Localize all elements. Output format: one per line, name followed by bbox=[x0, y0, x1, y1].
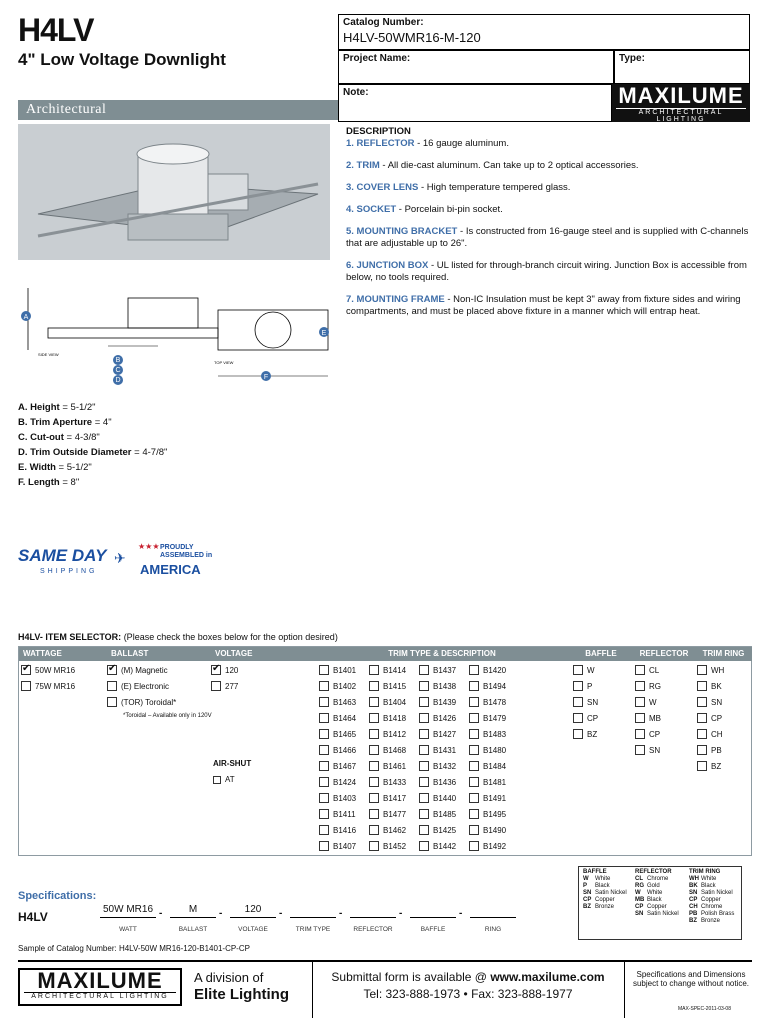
trim-option-b1401[interactable]: B1401 bbox=[319, 665, 356, 675]
checkbox[interactable] bbox=[469, 665, 479, 675]
legend-row: P Black bbox=[583, 883, 610, 889]
spec-label: VOLTAGE bbox=[238, 926, 268, 933]
baffle-option-w[interactable]: W bbox=[573, 665, 595, 675]
checkbox[interactable] bbox=[469, 841, 479, 851]
trim-option-b1436[interactable]: B1436 bbox=[419, 777, 456, 787]
checkbox[interactable] bbox=[697, 745, 707, 755]
checkbox[interactable] bbox=[697, 761, 707, 771]
checkbox[interactable] bbox=[419, 841, 429, 851]
trim-option-b1412[interactable]: B1412 bbox=[369, 729, 406, 739]
wattage-option-50w[interactable]: ✔ 50W MR16 bbox=[21, 665, 75, 675]
trim-option-b1426[interactable]: B1426 bbox=[419, 713, 456, 723]
note-field[interactable] bbox=[338, 84, 612, 122]
trim-option-b1437[interactable]: B1437 bbox=[419, 665, 456, 675]
spec-label: BALLAST bbox=[178, 926, 208, 933]
checkbox[interactable] bbox=[369, 697, 379, 707]
marker-e: E bbox=[321, 330, 327, 337]
technical-drawing bbox=[18, 280, 338, 392]
trim-ring-option-bz[interactable]: BZ bbox=[697, 761, 721, 771]
desc-item-1: 1. REFLECTOR - 16 gauge aluminum. bbox=[346, 138, 509, 149]
product-photo bbox=[18, 124, 330, 260]
trim-option-b1464[interactable]: B1464 bbox=[319, 713, 356, 723]
spec-label: WATT bbox=[119, 926, 137, 933]
spec-value-baffle[interactable] bbox=[410, 904, 456, 918]
legend-row: CH Chrome bbox=[689, 904, 723, 910]
trim-ring-option-wh[interactable]: WH bbox=[697, 665, 724, 675]
checkbox[interactable] bbox=[369, 841, 379, 851]
trim-option-b1404[interactable]: B1404 bbox=[369, 697, 406, 707]
trim-option-b1402[interactable]: B1402 bbox=[319, 681, 356, 691]
reflector-option-w[interactable]: W bbox=[635, 697, 657, 707]
checkbox[interactable] bbox=[419, 777, 429, 787]
checkbox[interactable] bbox=[369, 793, 379, 803]
trim-option-b1442[interactable]: B1442 bbox=[419, 841, 456, 851]
checkbox[interactable] bbox=[21, 665, 31, 675]
legend-row: W White bbox=[583, 876, 611, 882]
checkbox[interactable] bbox=[697, 697, 707, 707]
header-wattage: WATTAGE bbox=[19, 647, 107, 661]
checkbox[interactable] bbox=[319, 809, 329, 819]
checkbox[interactable] bbox=[319, 761, 329, 771]
baffle-option-p[interactable]: P bbox=[573, 681, 592, 691]
doc-code: MAX-SPEC-2011-03-08 bbox=[678, 1006, 731, 1012]
trim-option-b1438[interactable]: B1438 bbox=[419, 681, 456, 691]
project-name-label: Project Name: bbox=[343, 53, 411, 64]
checkbox[interactable] bbox=[419, 809, 429, 819]
spec-value-watt[interactable]: 50W MR16 bbox=[100, 904, 156, 918]
header-ballast: BALLAST bbox=[107, 647, 211, 661]
trim-option-b1483[interactable]: B1483 bbox=[469, 729, 506, 739]
legend-row: BZ Bronze bbox=[689, 918, 721, 924]
sample-catalog-number: Sample of Catalog Number: H4LV-50W MR16-120-B1401-CP-CP bbox=[18, 944, 250, 953]
item-selector-title: H4LV- ITEM SELECTOR: (Please check the boxes below for the option desired) bbox=[18, 632, 338, 642]
checkbox[interactable] bbox=[369, 729, 379, 739]
trim-option-b1491[interactable]: B1491 bbox=[469, 793, 506, 803]
checkbox[interactable] bbox=[369, 665, 379, 675]
checkbox[interactable] bbox=[369, 761, 379, 771]
air-shut-label: AIR-SHUT bbox=[213, 759, 252, 768]
wattage-option-75w[interactable]: 75W MR16 bbox=[21, 681, 75, 691]
spec-separator: - bbox=[399, 908, 403, 919]
trim-ring-option-pb[interactable]: PB bbox=[697, 745, 722, 755]
trim-option-b1462[interactable]: B1462 bbox=[369, 825, 406, 835]
legend-row: SN Satin Nickel bbox=[689, 890, 733, 896]
trim-option-b1440[interactable]: B1440 bbox=[419, 793, 456, 803]
spec-separator: - bbox=[159, 908, 163, 919]
trim-option-b1431[interactable]: B1431 bbox=[419, 745, 456, 755]
ballast-option-electronic[interactable]: (E) Electronic bbox=[107, 681, 169, 691]
checkbox[interactable] bbox=[319, 681, 329, 691]
america-label: AMERICA bbox=[140, 562, 201, 577]
trim-option-b1492[interactable]: B1492 bbox=[469, 841, 506, 851]
trim-option-b1481[interactable]: B1481 bbox=[469, 777, 506, 787]
checkbox[interactable] bbox=[469, 713, 479, 723]
product-title: 4" Low Voltage Downlight bbox=[18, 50, 226, 69]
legend-trim-ring: TRIM RING WH White BK Black SN Satin Nickel CP Copper CH Chrome PB Polish Brass BZ Bronze bbox=[689, 869, 735, 924]
checkbox[interactable] bbox=[419, 665, 429, 675]
trim-option-b1478[interactable]: B1478 bbox=[469, 697, 506, 707]
trim-option-b1452[interactable]: B1452 bbox=[369, 841, 406, 851]
checkbox[interactable] bbox=[573, 697, 583, 707]
reflector-option-cp[interactable]: CP bbox=[635, 729, 660, 739]
checkbox[interactable] bbox=[573, 665, 583, 675]
header-reflector: REFLECTOR bbox=[633, 647, 695, 661]
checkbox[interactable] bbox=[573, 713, 583, 723]
header-trim-type: TRIM TYPE & DESCRIPTION bbox=[315, 647, 569, 661]
checkbox[interactable] bbox=[21, 681, 31, 691]
checkbox[interactable] bbox=[419, 681, 429, 691]
trim-option-b1433[interactable]: B1433 bbox=[369, 777, 406, 787]
checkbox[interactable] bbox=[319, 825, 329, 835]
checkbox[interactable] bbox=[419, 793, 429, 803]
trim-option-b1411[interactable]: B1411 bbox=[319, 809, 356, 819]
type-field[interactable] bbox=[614, 50, 750, 84]
trim-option-b1480[interactable]: B1480 bbox=[469, 745, 506, 755]
specifications-code: H4LV bbox=[18, 910, 48, 924]
checkbox[interactable] bbox=[319, 713, 329, 723]
checkbox[interactable] bbox=[573, 729, 583, 739]
toroidal-note: *Toroidal – Available only in 120V bbox=[123, 713, 212, 719]
side-view-label: SIDE VIEW bbox=[38, 352, 59, 357]
logo-main: MAXILUME bbox=[618, 83, 744, 108]
checkbox[interactable] bbox=[319, 841, 329, 851]
checkbox[interactable] bbox=[469, 745, 479, 755]
legend-row: W White bbox=[635, 890, 663, 896]
trim-option-b1420[interactable]: B1420 bbox=[469, 665, 506, 675]
trim-option-b1484[interactable]: B1484 bbox=[469, 761, 506, 771]
trim-option-b1495[interactable]: B1495 bbox=[469, 809, 506, 819]
trim-ring-option-ch[interactable]: CH bbox=[697, 729, 723, 739]
catalog-number-label: Catalog Number: bbox=[343, 17, 424, 28]
logo-sub: ARCHITECTURAL LIGHTING bbox=[616, 108, 746, 123]
reflector-option-mb[interactable]: MB bbox=[635, 713, 661, 723]
baffle-option-cp[interactable]: CP bbox=[573, 713, 598, 723]
checkbox[interactable] bbox=[369, 809, 379, 819]
footer-divider-2 bbox=[624, 962, 625, 1018]
website-link[interactable]: www.maxilume.com bbox=[490, 970, 605, 984]
marker-c: C bbox=[115, 367, 121, 374]
checkbox[interactable] bbox=[319, 793, 329, 803]
elite-lighting: Elite Lighting bbox=[194, 986, 289, 1003]
project-name-field[interactable] bbox=[338, 50, 614, 84]
checkbox[interactable] bbox=[211, 665, 221, 675]
desc-item-5: 5. MOUNTING BRACKET - Is constructed from 16-gauge steel and is supplied with C-channels that are adjustable up to 26". bbox=[346, 226, 749, 249]
trim-option-b1467[interactable]: B1467 bbox=[319, 761, 356, 771]
legend-baffle: BAFFLE W White P Black SN Satin Nickel CP Copper BZ Bronze bbox=[583, 869, 627, 910]
trim-option-b1477[interactable]: B1477 bbox=[369, 809, 406, 819]
dim-trim-aperture: B. Trim Aperture = 4" bbox=[18, 417, 112, 428]
dim-cut-out: C. Cut-out = 4-3/8" bbox=[18, 432, 100, 443]
checkbox[interactable] bbox=[107, 665, 117, 675]
stars-icon: ★★★ bbox=[138, 542, 160, 551]
legend-row: SN Satin Nickel bbox=[635, 911, 679, 917]
trim-ring-option-sn[interactable]: SN bbox=[697, 697, 722, 707]
checkbox[interactable] bbox=[697, 681, 707, 691]
checkbox[interactable] bbox=[419, 825, 429, 835]
legend-row: WH White bbox=[689, 876, 717, 882]
legend-row: MB Black bbox=[635, 897, 662, 903]
trim-option-b1415[interactable]: B1415 bbox=[369, 681, 406, 691]
footer bbox=[18, 960, 752, 1016]
dim-trim-od: D. Trim Outside Diameter = 4-7/8" bbox=[18, 447, 168, 458]
checkbox[interactable] bbox=[635, 713, 645, 723]
dim-height: A. Height = 5-1/2" bbox=[18, 402, 96, 413]
checkbox[interactable] bbox=[369, 681, 379, 691]
desc-item-7: 7. MOUNTING FRAME - Non-IC Insulation must be kept 3" away from fixture sides and wiring compartments, and must be placed above fixture in a manner which will entrap heat. bbox=[346, 294, 741, 317]
marker-a: A bbox=[23, 314, 29, 321]
dim-width: E. Width = 5-1/2" bbox=[18, 462, 92, 473]
legend-row: BK Black bbox=[689, 883, 716, 889]
assembled-badge: PROUDLY ASSEMBLED in bbox=[160, 544, 213, 559]
checkbox[interactable] bbox=[319, 665, 329, 675]
specifications-title: Specifications: bbox=[18, 890, 97, 902]
checkbox[interactable] bbox=[469, 825, 479, 835]
checkbox[interactable] bbox=[635, 745, 645, 755]
dim-length: F. Length = 8" bbox=[18, 477, 80, 488]
trim-option-b1417[interactable]: B1417 bbox=[369, 793, 406, 803]
product-code: H4LV bbox=[18, 12, 94, 48]
checkbox[interactable] bbox=[469, 681, 479, 691]
header-voltage: VOLTAGE bbox=[211, 647, 315, 661]
legend-row: CP Copper bbox=[583, 897, 615, 903]
spec-value-ring[interactable] bbox=[470, 904, 516, 918]
finish-legend bbox=[578, 866, 742, 940]
spec-label: BAFFLE bbox=[420, 926, 446, 933]
desc-item-2: 2. TRIM - All die-cast aluminum. Can take up to 2 optical accessories. bbox=[346, 160, 639, 171]
trim-option-b1418[interactable]: B1418 bbox=[369, 713, 406, 723]
trim-option-b1427[interactable]: B1427 bbox=[419, 729, 456, 739]
top-view-label: TOP VIEW bbox=[214, 360, 234, 365]
trim-option-b1425[interactable]: B1425 bbox=[419, 825, 456, 835]
badges bbox=[18, 542, 218, 582]
checkbox[interactable] bbox=[319, 697, 329, 707]
trim-option-b1432[interactable]: B1432 bbox=[419, 761, 456, 771]
spec-value-reflector[interactable] bbox=[350, 904, 396, 918]
checkbox[interactable] bbox=[697, 713, 707, 723]
division-text: A division of bbox=[194, 970, 264, 985]
checkbox[interactable] bbox=[635, 665, 645, 675]
spec-label: RING bbox=[484, 926, 502, 933]
marker-f: F bbox=[263, 374, 269, 381]
catalog-number-box[interactable] bbox=[338, 14, 750, 50]
desc-item-4: 4. SOCKET - Porcelain bi-pin socket. bbox=[346, 204, 503, 215]
trim-option-b1468[interactable]: B1468 bbox=[369, 745, 406, 755]
legend-row: BZ Bronze bbox=[583, 904, 615, 910]
trim-option-b1485[interactable]: B1485 bbox=[419, 809, 456, 819]
legend-row: SN Satin Nickel bbox=[583, 890, 627, 896]
legend-row: PB Polish Brass bbox=[689, 911, 735, 917]
legend-row: CP Copper bbox=[689, 897, 721, 903]
checkbox[interactable] bbox=[635, 697, 645, 707]
trim-option-b1490[interactable]: B1490 bbox=[469, 825, 506, 835]
checkbox[interactable] bbox=[369, 777, 379, 787]
checkbox[interactable] bbox=[213, 776, 221, 784]
legend-reflector: REFLECTOR CL Chrome RG Gold W White MB Black CP Copper SN Satin Nickel bbox=[635, 869, 679, 917]
footer-divider bbox=[312, 962, 313, 1018]
trim-option-b1479[interactable]: B1479 bbox=[469, 713, 506, 723]
checkbox[interactable] bbox=[419, 729, 429, 739]
voltage-option-277[interactable]: 277 bbox=[211, 681, 238, 691]
trim-ring-option-bk[interactable]: BK bbox=[697, 681, 722, 691]
checkbox[interactable] bbox=[319, 745, 329, 755]
submittal-text: Submittal form is available @ www.maxilume.com bbox=[331, 970, 605, 984]
trim-option-b1463[interactable]: B1463 bbox=[319, 697, 356, 707]
spec-separator: - bbox=[459, 908, 463, 919]
checkbox[interactable] bbox=[635, 729, 645, 739]
checkbox[interactable] bbox=[211, 681, 221, 691]
note-label: Note: bbox=[343, 87, 369, 98]
trim-option-b1439[interactable]: B1439 bbox=[419, 697, 456, 707]
checkbox[interactable] bbox=[635, 681, 645, 691]
legend-row: RG Gold bbox=[635, 883, 660, 889]
checkbox[interactable] bbox=[369, 745, 379, 755]
type-label: Type: bbox=[619, 53, 645, 64]
air-shut-option-at[interactable]: AT bbox=[213, 775, 235, 784]
checkbox[interactable] bbox=[469, 809, 479, 819]
spec-value-trim-type[interactable] bbox=[290, 904, 336, 918]
header-trim-ring: TRIM RING bbox=[695, 647, 752, 661]
spec-value-voltage[interactable]: 120 bbox=[230, 904, 276, 918]
voltage-option-120[interactable]: ✔ 120 bbox=[211, 665, 238, 675]
trim-option-b1494[interactable]: B1494 bbox=[469, 681, 506, 691]
checkbox[interactable] bbox=[697, 665, 707, 675]
checkbox[interactable] bbox=[419, 697, 429, 707]
checkbox[interactable] bbox=[697, 729, 707, 739]
maxilume-logo bbox=[612, 84, 750, 122]
checkbox[interactable] bbox=[469, 697, 479, 707]
checkbox[interactable] bbox=[419, 761, 429, 771]
description-heading: DESCRIPTION bbox=[346, 126, 411, 137]
trim-option-b1407[interactable]: B1407 bbox=[319, 841, 356, 851]
checkbox[interactable] bbox=[369, 713, 379, 723]
checkbox[interactable] bbox=[469, 793, 479, 803]
phone-fax: Tel: 323-888-1973 • Fax: 323-888-1977 bbox=[363, 987, 573, 1001]
trim-option-b1424[interactable]: B1424 bbox=[319, 777, 356, 787]
spec-separator: - bbox=[219, 908, 223, 919]
checkbox[interactable] bbox=[107, 697, 117, 707]
trim-option-b1403[interactable]: B1403 bbox=[319, 793, 356, 803]
item-selector-table bbox=[18, 646, 752, 856]
checkbox[interactable] bbox=[369, 825, 379, 835]
header-baffle: BAFFLE bbox=[569, 647, 633, 661]
checkbox[interactable] bbox=[469, 729, 479, 739]
trim-ring-option-cp[interactable]: CP bbox=[697, 713, 722, 723]
checkbox[interactable] bbox=[469, 761, 479, 771]
downlight-illustration bbox=[18, 124, 330, 260]
checkbox[interactable] bbox=[573, 681, 583, 691]
footer-logo: MAXILUME ARCHITECTURAL LIGHTING bbox=[18, 968, 182, 1006]
spec-label: REFLECTOR bbox=[353, 926, 393, 933]
spec-separator: - bbox=[279, 908, 283, 919]
spec-value-ballast[interactable]: M bbox=[170, 904, 216, 918]
legend-row: CP Copper bbox=[635, 904, 667, 910]
marker-b: B bbox=[115, 357, 121, 364]
trim-option-b1416[interactable]: B1416 bbox=[319, 825, 356, 835]
shipping-label: SHIPPING bbox=[40, 568, 98, 575]
trim-option-b1414[interactable]: B1414 bbox=[369, 665, 406, 675]
ballast-option-magnetic[interactable]: ✔ (M) Magnetic bbox=[107, 665, 168, 675]
baffle-option-sn[interactable]: SN bbox=[573, 697, 598, 707]
category-bar: Architectural bbox=[18, 100, 338, 120]
catalog-number-value: H4LV-50WMR16-M-120 bbox=[343, 30, 481, 45]
reflector-option-rg[interactable]: RG bbox=[635, 681, 661, 691]
desc-item-3: 3. COVER LENS - High temperature tempered glass. bbox=[346, 182, 571, 193]
reflector-option-cl[interactable]: CL bbox=[635, 665, 659, 675]
desc-item-6: 6. JUNCTION BOX - UL listed for through-branch circuit wiring. Junction Box is accessible from below, no tools required. bbox=[346, 260, 747, 283]
marker-d: D bbox=[115, 377, 121, 384]
legend-row: CL Chrome bbox=[635, 876, 669, 882]
dimensions-list bbox=[18, 400, 167, 490]
checkbox[interactable] bbox=[107, 681, 117, 691]
ballast-option-toroidal[interactable]: (TOR) Toroidal* bbox=[107, 697, 176, 707]
same-day-badge: SAME DAY bbox=[18, 546, 107, 565]
reflector-option-sn[interactable]: SN bbox=[635, 745, 660, 755]
trim-option-b1461[interactable]: B1461 bbox=[369, 761, 406, 771]
baffle-option-bz[interactable]: BZ bbox=[573, 729, 597, 739]
specifications-row bbox=[100, 904, 520, 934]
checkbox[interactable] bbox=[419, 745, 429, 755]
checkbox[interactable] bbox=[469, 777, 479, 787]
airplane-icon: ✈ bbox=[114, 550, 126, 566]
checkbox[interactable] bbox=[319, 777, 329, 787]
notice-text: Specifications and Dimensions subject to change without notice. bbox=[632, 970, 750, 988]
spec-separator: - bbox=[339, 908, 343, 919]
trim-option-b1465[interactable]: B1465 bbox=[319, 729, 356, 739]
description-section bbox=[346, 126, 750, 328]
spec-label: TRIM TYPE bbox=[295, 926, 331, 933]
trim-option-b1466[interactable]: B1466 bbox=[319, 745, 356, 755]
checkbox[interactable] bbox=[419, 713, 429, 723]
checkbox[interactable] bbox=[319, 729, 329, 739]
